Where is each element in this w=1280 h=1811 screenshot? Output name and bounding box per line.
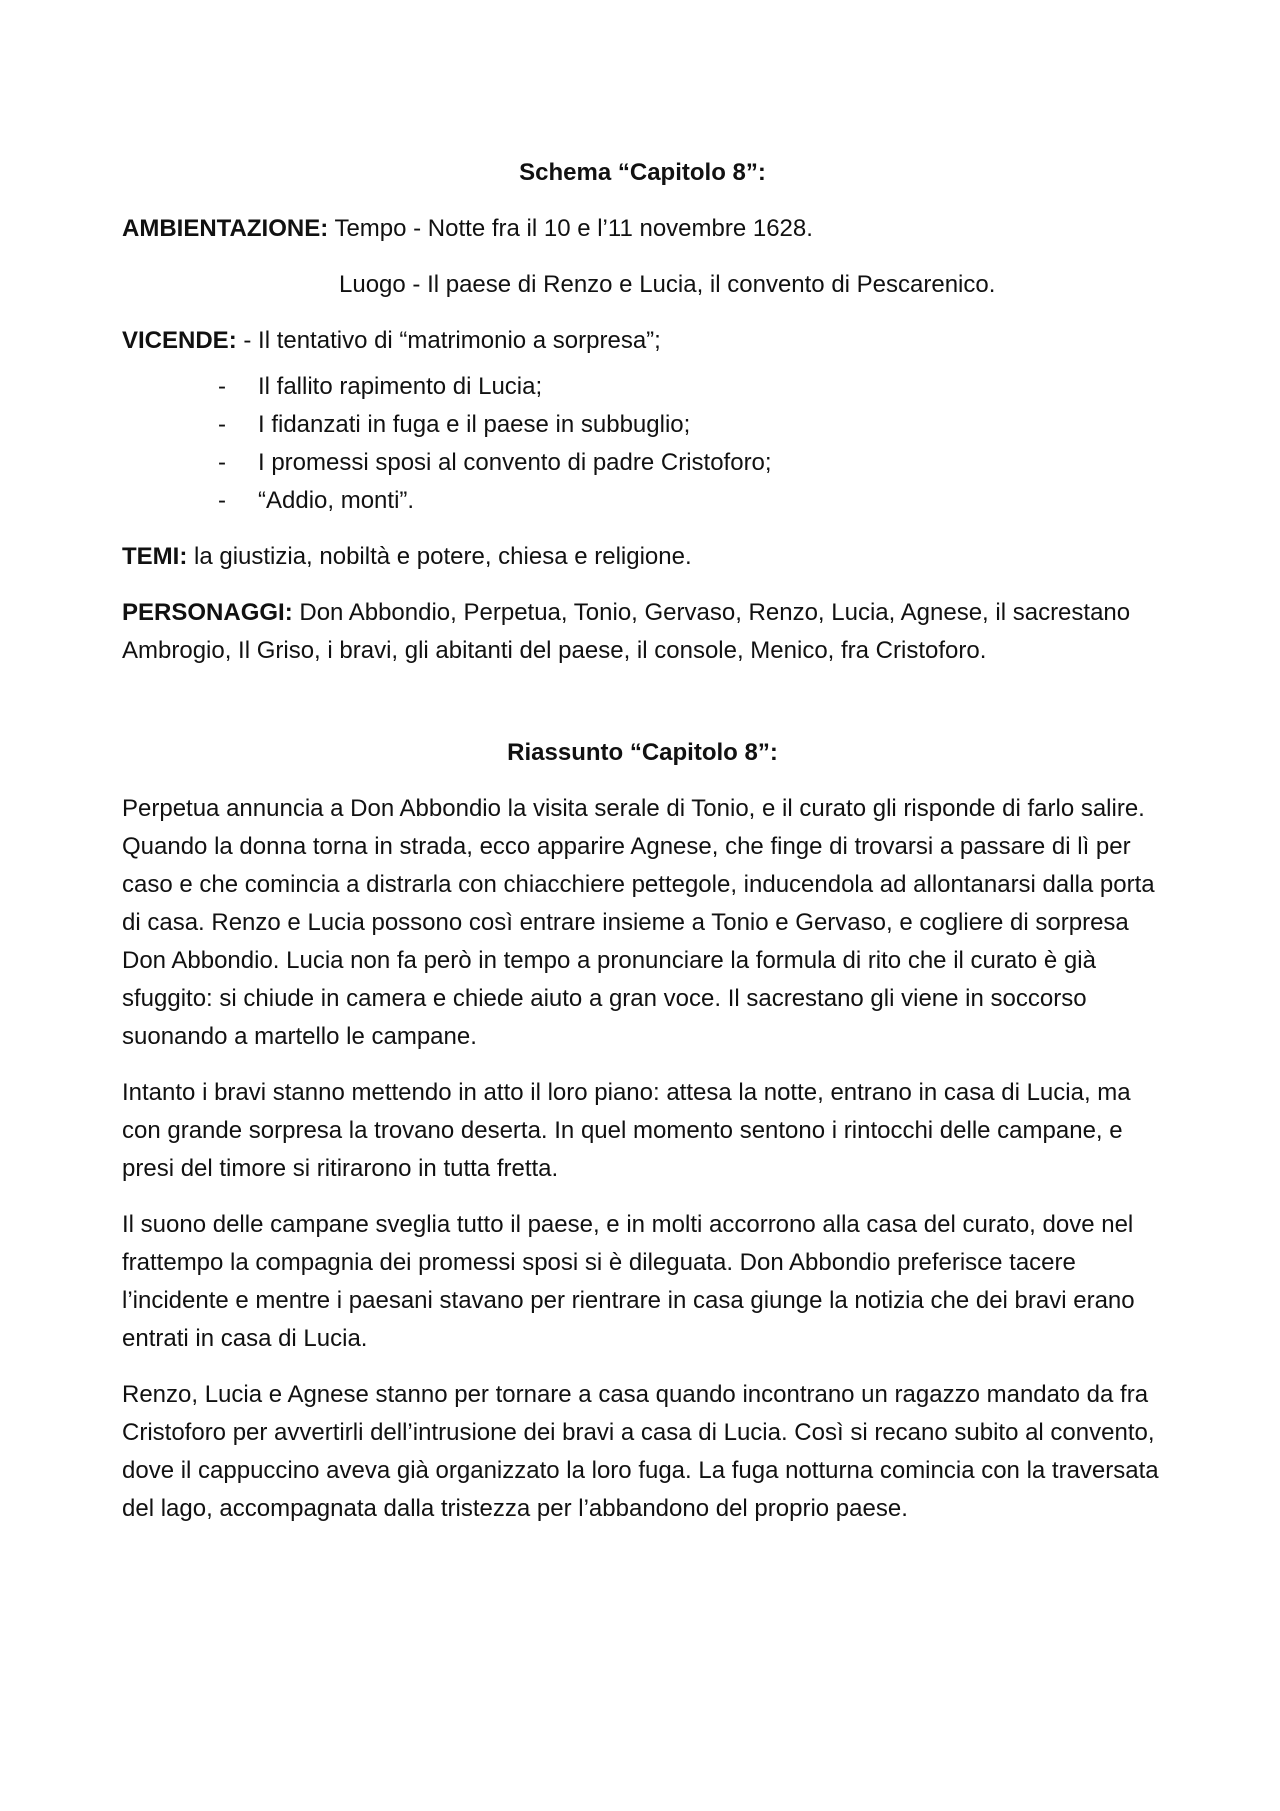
riassunto-title: Riassunto “Capitolo 8”: xyxy=(507,739,778,766)
riassunto-paragraph: Perpetua annuncia a Don Abbondio la visita serale di Tonio, e il curato gli risponde di farlo salire. Quando la donna torna in strada, ecco apparire Agnese, che finge di trovarsi a passare di lì per caso e che comincia a distrarla con chiacchiere pettegole, inducendola ad allontanarsi dalla porta di casa. Renzo e Lucia possono così entrare insieme a Tonio e Gervaso, e cogliere di sorpresa Don Abbondio. Lucia non fa però in tempo a pronunciare la formula di rito che il curato è già sfuggito: si chiude in camera e chiede aiuto a gran voce. Il sacrestano gli viene in soccorso suonando a martello le campane. xyxy=(122,795,1155,1050)
vicende-item-text: I fidanzati in fuga e il paese in subbuglio; xyxy=(258,411,691,438)
personaggi-label: PERSONAGGI: xyxy=(122,599,293,626)
ambientazione-luogo: Luogo - Il paese di Renzo e Lucia, il convento di Pescarenico. xyxy=(339,271,996,298)
temi-row xyxy=(122,538,1163,576)
ambientazione-tempo: Tempo - Notte fra il 10 e l’11 novembre 1628. xyxy=(334,215,813,242)
vicende-list-item xyxy=(218,368,1163,406)
riassunto-paragraph: Il suono delle campane sveglia tutto il paese, e in molti accorrono alla casa del curato, dove nel frattempo la compagnia dei promessi sposi si è dileguata. Don Abbondio preferisce tacere l’incidente e mentre i paesani stavano per rientrare in casa giunge la notizia che dei bravi erano entrati in casa di Lucia. xyxy=(122,1211,1135,1352)
vicende-label: VICENDE: xyxy=(122,327,237,354)
ambientazione-label: AMBIENTAZIONE: xyxy=(122,215,329,242)
schema-title: Schema “Capitolo 8”: xyxy=(519,159,766,186)
personaggi-text: Don Abbondio, Perpetua, Tonio, Gervaso, Renzo, Lucia, Agnese, il sacrestano Ambrogio, Il Griso, i bravi, gli abitanti del paese, il console, Menico, fra Cristoforo. xyxy=(122,599,1131,664)
ambientazione-tempo-row xyxy=(122,210,1163,248)
vicende-item-text: “Addio, monti”. xyxy=(258,487,415,514)
list-dash: - xyxy=(218,449,226,476)
temi-text: la giustizia, nobiltà e potere, chiesa e religione. xyxy=(194,543,692,570)
vicende-row xyxy=(122,322,1163,360)
vicende-item-text: I promessi sposi al convento di padre Cristoforo; xyxy=(258,449,772,476)
list-dash: - xyxy=(218,487,226,514)
list-dash: - xyxy=(218,411,226,438)
vicende-list-item xyxy=(218,444,1163,482)
vicende-list-item xyxy=(218,482,1163,520)
vicende-item-text: Il fallito rapimento di Lucia; xyxy=(258,373,543,400)
riassunto-paragraph: Renzo, Lucia e Agnese stanno per tornare a casa quando incontrano un ragazzo mandato da fra Cristoforo per avvertirli dell’intrusione dei bravi a casa di Lucia. Così si recano subito al convento, dove il cappuccino aveva già organizzato la loro fuga. La fuga notturna comincia con la traversata del lago, accompagnata dalla tristezza per l’abbandono del proprio paese. xyxy=(122,1381,1159,1522)
vicende-list-item xyxy=(218,406,1163,444)
vicende-list xyxy=(122,368,1163,520)
list-dash: - xyxy=(218,373,226,400)
vicende-first-item: - Il tentativo di “matrimonio a sorpresa”; xyxy=(243,327,661,354)
temi-label: TEMI: xyxy=(122,543,188,570)
personaggi-row xyxy=(122,594,1163,670)
riassunto-paragraph: Intanto i bravi stanno mettendo in atto il loro piano: attesa la notte, entrano in casa di Lucia, ma con grande sorpresa la trovano deserta. In quel momento sentono i rintocchi delle campane, e presi del timore si ritirarono in tutta fretta. xyxy=(122,1079,1131,1182)
